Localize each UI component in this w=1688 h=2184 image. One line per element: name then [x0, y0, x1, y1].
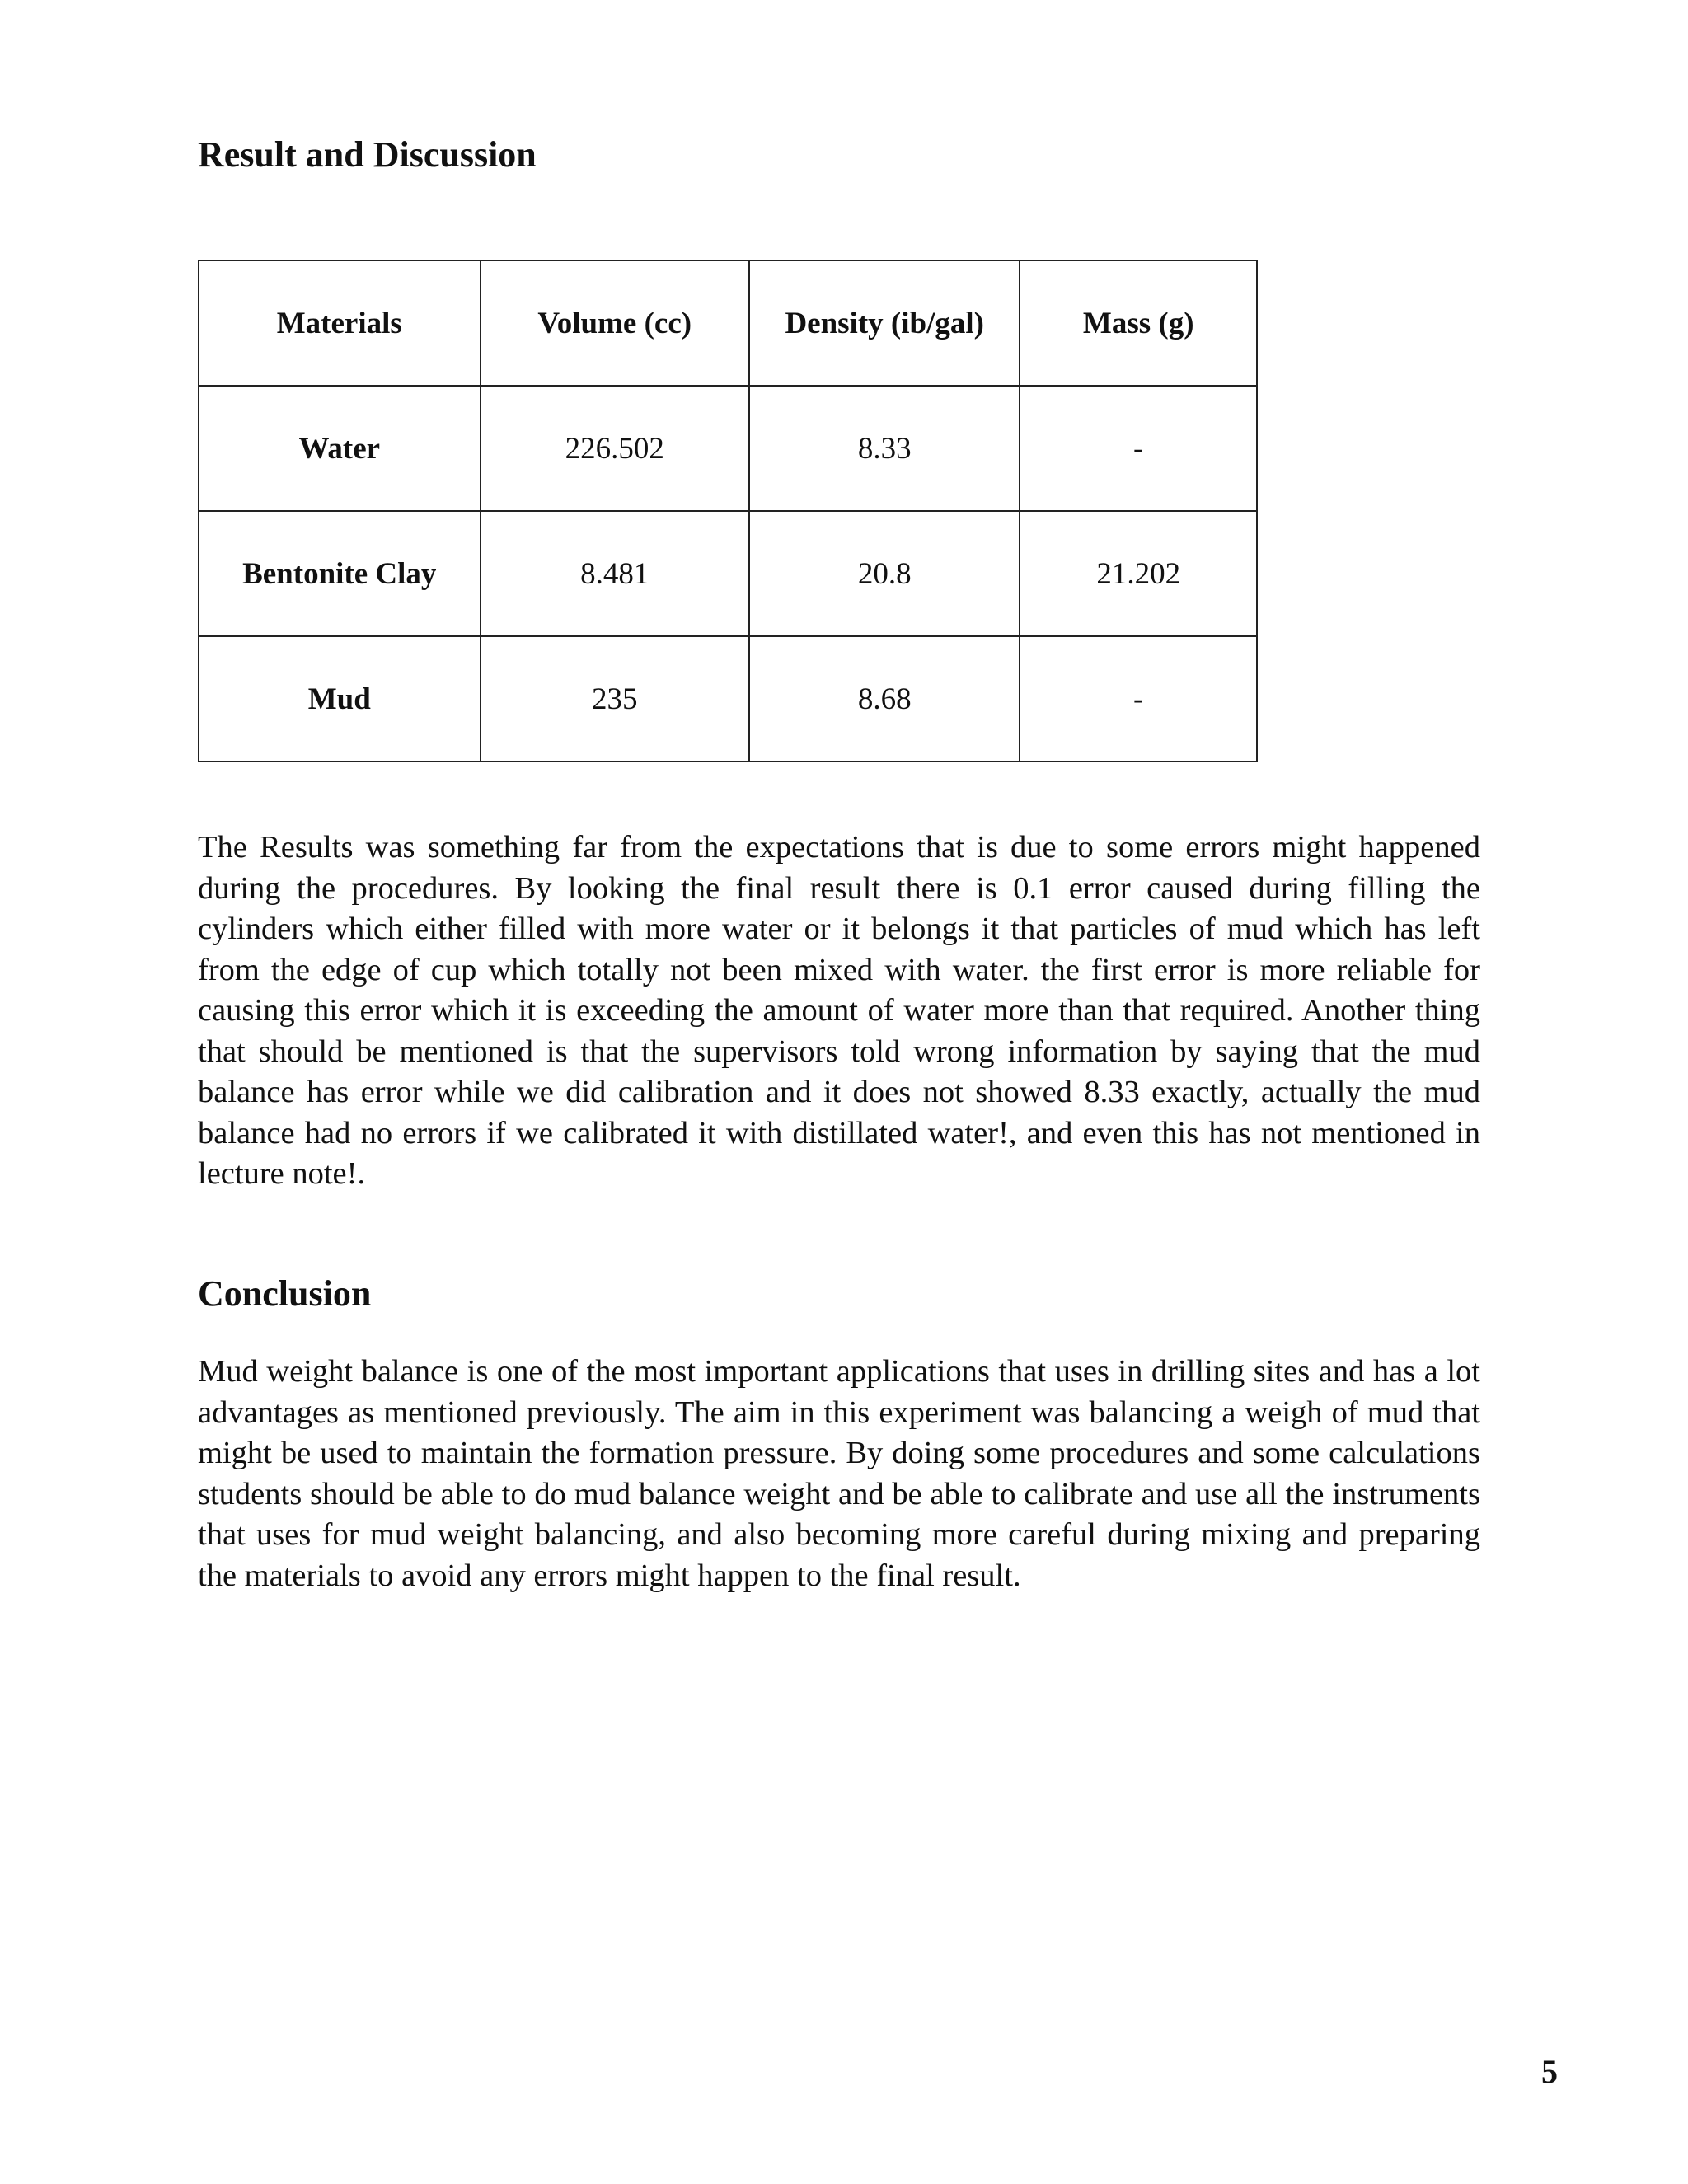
- table-row: [199, 511, 1257, 636]
- table-header-cell: Mass (g): [1020, 260, 1257, 386]
- table-header-row: [199, 260, 1257, 386]
- conclusion-paragraph: Mud weight balance is one of the most important applications that uses in drilling sites and has a lot advantages as mentioned previously. The aim in this experiment was balancing a weigh of mud that might be used to maintain the formation pressure. By doing some procedures and some calculations students should be able to do mud balance weight and be able to calibrate and use all the instruments that uses for mud weight balancing, and also becoming more careful during mixing and preparing the materials to avoid any errors might happen to the final result.: [198, 1354, 1480, 1593]
- table-row-label: Water: [199, 386, 481, 511]
- table-cell: -: [1020, 386, 1257, 511]
- table-cell: 8.481: [481, 511, 749, 636]
- page-number: 5: [1541, 2053, 1558, 2090]
- table-cell: 8.68: [749, 636, 1020, 762]
- table-row-label: Mud: [199, 636, 481, 762]
- table-row: [199, 636, 1257, 762]
- table-header-cell: Density (ib/gal): [749, 260, 1020, 386]
- table-header-cell: Volume (cc): [481, 260, 749, 386]
- table-row-label: Bentonite Clay: [199, 511, 481, 636]
- table-cell: 20.8: [749, 511, 1020, 636]
- table-cell: 226.502: [481, 386, 749, 511]
- table-row: [199, 386, 1257, 511]
- section-heading-results: Result and Discussion: [198, 134, 537, 175]
- table-cell: 21.202: [1020, 511, 1257, 636]
- table-cell: 235: [481, 636, 749, 762]
- section-heading-conclusion: Conclusion: [198, 1273, 372, 1314]
- table-cell: 8.33: [749, 386, 1020, 511]
- table-cell: -: [1020, 636, 1257, 762]
- discussion-paragraph: The Results was something far from the expectations that is due to some errors might happened during the procedures. By looking the final result there is 0.1 error caused during filling the cylinders which either filled with more water or it belongs it that particles of mud which has left from the edge of cup which totally not been mixed with water. the first error is more reliable for causing this error which it is exceeding the amount of water more than that required. Another thing that should be mentioned is that the supervisors told wrong information by saying that the mud balance has error while we did calibration and it does not showed 8.33 exactly, actually the mud balance had no errors if we calibrated it with distillated water!, and even this has not mentioned in lecture note!.: [198, 830, 1480, 1191]
- table-header-cell: Materials: [199, 260, 481, 386]
- results-table: [198, 260, 1258, 762]
